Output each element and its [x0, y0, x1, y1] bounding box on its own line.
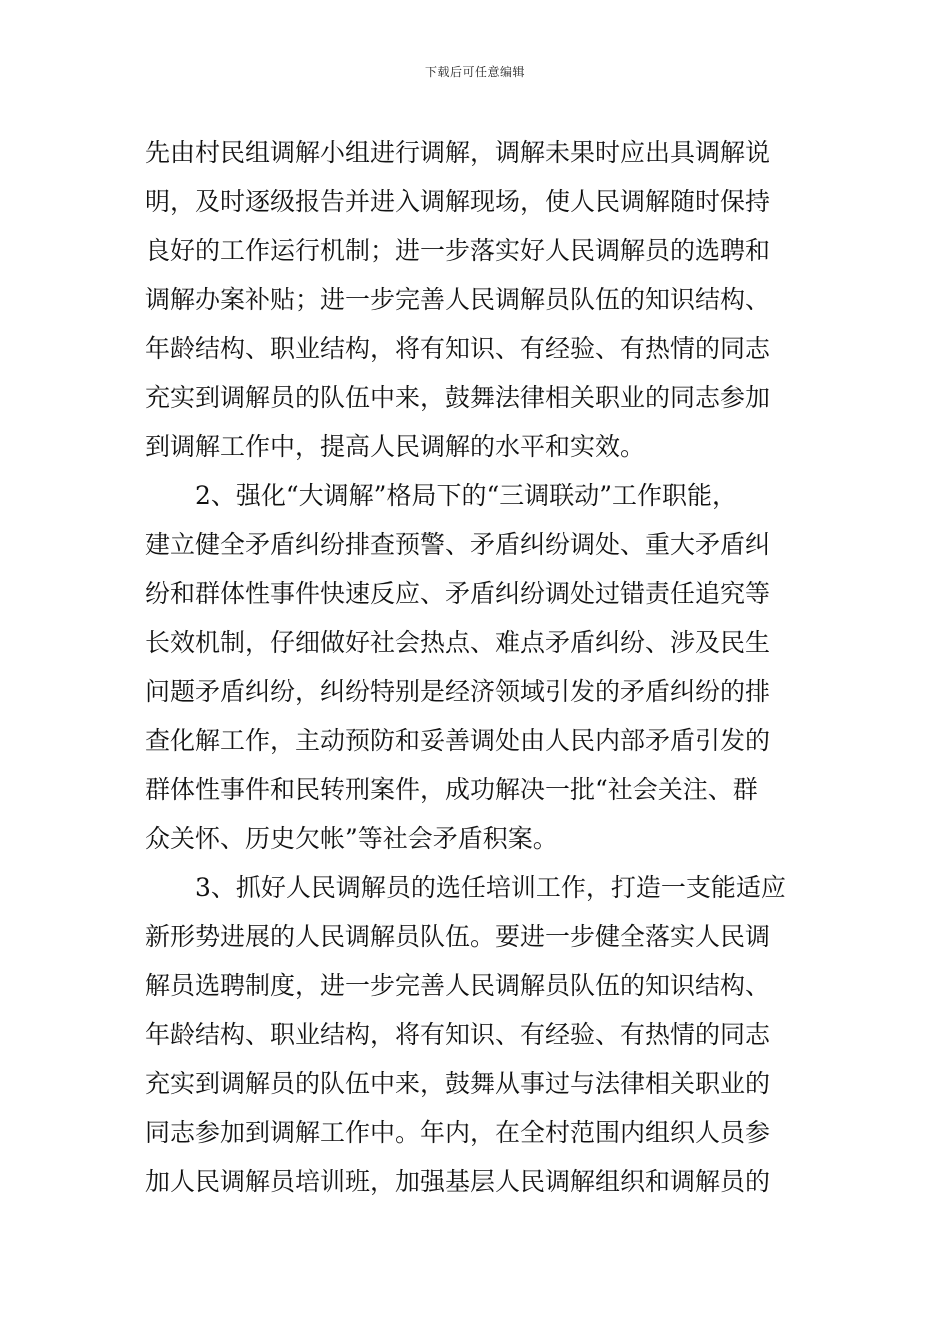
text-line: 充实到调解员的队伍中来，鼓舞从事过与法律相关职业的 [145, 1069, 771, 1098]
text-line: 解员选聘制度，进一步完善人民调解员队伍的知识结构、 [145, 971, 771, 1000]
text-line: 问题矛盾纠纷，纠纷特别是经济领域引发的矛盾纠纷的排 [145, 677, 771, 706]
document-body [145, 128, 805, 1206]
text-line: 建立健全矛盾纠纷排查预警、矛盾纠纷调处、重大矛盾纠 [145, 530, 771, 559]
text-line: 年龄结构、职业结构，将有知识、有经验、有热情的同志 [145, 334, 771, 363]
text-line: 同志参加到调解工作中。年内，在全村范围内组织人员参 [145, 1118, 771, 1147]
paragraph-start-line: 2、强化“大调解”格局下的“三调联动”工作职能， [195, 481, 738, 510]
text-line: 先由村民组调解小组进行调解，调解未果时应出具调解说 [145, 138, 771, 167]
text-line: 年龄结构、职业结构，将有知识、有经验、有热情的同志 [145, 1020, 771, 1049]
page-header: 下载后可任意编辑 [424, 65, 525, 79]
text-line: 充实到调解员的队伍中来，鼓舞法律相关职业的同志参加 [145, 383, 771, 412]
text-line: 新形势进展的人民调解员队伍。要进一步健全落实人民调 [145, 922, 771, 951]
text-line: 加人民调解员培训班，加强基层人民调解组织和调解员的 [145, 1167, 771, 1196]
text-line: 众关怀、历史欠帐”等社会矛盾积案。 [145, 824, 558, 853]
text-line: 良好的工作运行机制；进一步落实好人民调解员的选聘和 [145, 236, 771, 265]
text-line: 调解办案补贴；进一步完善人民调解员队伍的知识结构、 [145, 285, 771, 314]
paragraph-start-line: 3、抓好人民调解员的选任培训工作，打造一支能适应 [195, 873, 786, 902]
text-line: 到调解工作中，提高人民调解的水平和实效。 [145, 432, 646, 461]
text-line: 群体性事件和民转刑案件，成功解决一批“社会关注、群 [145, 775, 758, 804]
text-line: 明，及时逐级报告并进入调解现场，使人民调解随时保持 [145, 187, 771, 216]
text-line: 纷和群体性事件快速反应、矛盾纠纷调处过错责任追究等 [145, 579, 771, 608]
text-line: 查化解工作，主动预防和妥善调处由人民内部矛盾引发的 [145, 726, 771, 755]
text-line: 长效机制，仔细做好社会热点、难点矛盾纠纷、涉及民生 [145, 628, 771, 657]
